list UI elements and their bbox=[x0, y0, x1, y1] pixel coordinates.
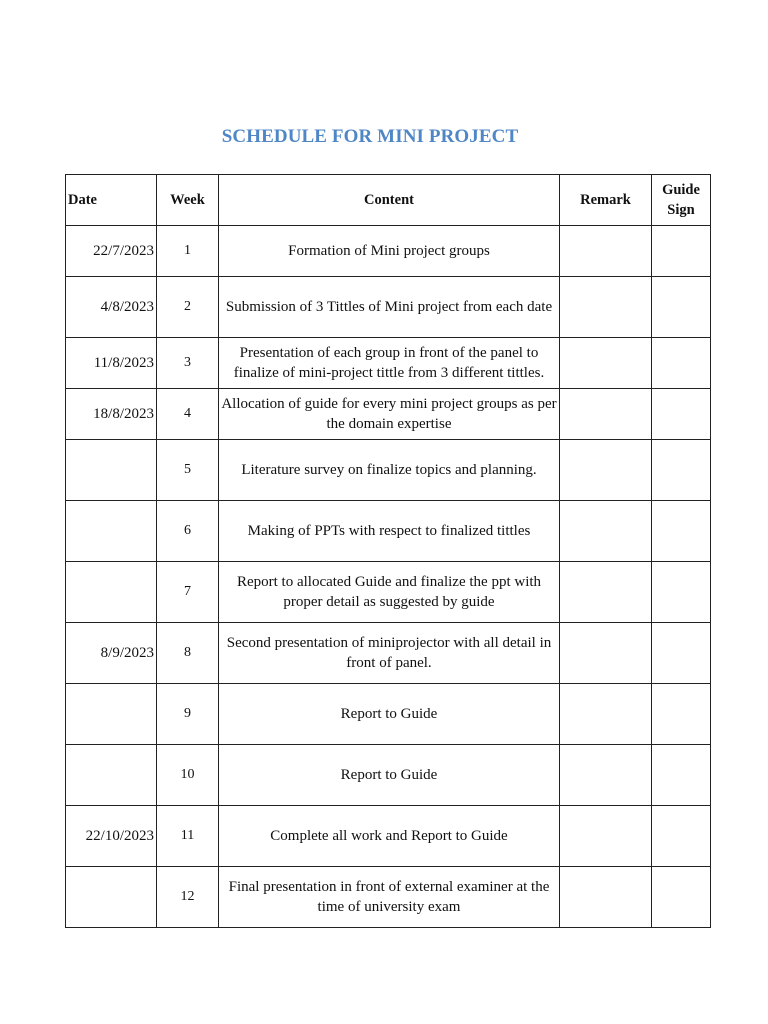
guide-sign-line1: Guide bbox=[662, 182, 700, 198]
content-cell: Making of PPTs with respect to finalized tittles bbox=[219, 501, 560, 562]
remark-cell bbox=[560, 226, 652, 277]
date-cell bbox=[66, 684, 157, 745]
remark-cell bbox=[560, 277, 652, 338]
content-cell: Report to Guide bbox=[219, 745, 560, 806]
content-cell: Literature survey on finalize topics and planning. bbox=[219, 440, 560, 501]
table-header-row bbox=[66, 175, 711, 226]
week-cell: 6 bbox=[157, 501, 219, 562]
guide-sign-cell bbox=[652, 338, 711, 389]
remark-cell bbox=[560, 440, 652, 501]
guide-sign-cell bbox=[652, 867, 711, 928]
remark-cell bbox=[560, 867, 652, 928]
date-cell: 18/8/2023 bbox=[66, 389, 157, 440]
column-header-date: Date bbox=[66, 175, 157, 226]
week-cell: 11 bbox=[157, 806, 219, 867]
week-cell: 7 bbox=[157, 562, 219, 623]
content-cell: Report to allocated Guide and finalize the ppt with proper detail as suggested by guide bbox=[219, 562, 560, 623]
table-row bbox=[66, 623, 711, 684]
guide-sign-cell bbox=[652, 389, 711, 440]
date-cell: 22/7/2023 bbox=[66, 226, 157, 277]
remark-cell bbox=[560, 501, 652, 562]
week-cell: 5 bbox=[157, 440, 219, 501]
page-title: SCHEDULE FOR MINI PROJECT bbox=[221, 126, 519, 147]
guide-sign-cell bbox=[652, 623, 711, 684]
table-row bbox=[66, 562, 711, 623]
table-row bbox=[66, 440, 711, 501]
guide-sign-cell bbox=[652, 226, 711, 277]
guide-sign-cell bbox=[652, 562, 711, 623]
remark-cell bbox=[560, 684, 652, 745]
table-row bbox=[66, 684, 711, 745]
column-header-content: Content bbox=[219, 175, 560, 226]
week-cell: 3 bbox=[157, 338, 219, 389]
guide-sign-cell bbox=[652, 440, 711, 501]
content-cell: Second presentation of miniprojector with all detail in front of panel. bbox=[219, 623, 560, 684]
table-row bbox=[66, 277, 711, 338]
column-header-week: Week bbox=[157, 175, 219, 226]
content-cell: Report to Guide bbox=[219, 684, 560, 745]
week-cell: 10 bbox=[157, 745, 219, 806]
content-cell: Final presentation in front of external examiner at the time of university exam bbox=[219, 867, 560, 928]
week-cell: 8 bbox=[157, 623, 219, 684]
date-cell bbox=[66, 745, 157, 806]
date-cell bbox=[66, 440, 157, 501]
week-cell: 2 bbox=[157, 277, 219, 338]
content-cell: Submission of 3 Tittles of Mini project from each date bbox=[219, 277, 560, 338]
content-cell: Presentation of each group in front of the panel to finalize of mini-project tittle from 3 different tittles. bbox=[219, 338, 560, 389]
date-cell: 8/9/2023 bbox=[66, 623, 157, 684]
remark-cell bbox=[560, 338, 652, 389]
remark-cell bbox=[560, 623, 652, 684]
date-cell: 4/8/2023 bbox=[66, 277, 157, 338]
guide-sign-cell bbox=[652, 277, 711, 338]
guide-sign-cell bbox=[652, 501, 711, 562]
table-row bbox=[66, 389, 711, 440]
remark-cell bbox=[560, 562, 652, 623]
table-row bbox=[66, 338, 711, 389]
content-cell: Allocation of guide for every mini project groups as per the domain expertise bbox=[219, 389, 560, 440]
table-row bbox=[66, 867, 711, 928]
guide-sign-line2: Sign bbox=[667, 202, 695, 218]
date-cell bbox=[66, 501, 157, 562]
guide-sign-cell bbox=[652, 684, 711, 745]
date-cell: 11/8/2023 bbox=[66, 338, 157, 389]
table-row bbox=[66, 806, 711, 867]
guide-sign-cell bbox=[652, 806, 711, 867]
table-row bbox=[66, 745, 711, 806]
content-cell: Complete all work and Report to Guide bbox=[219, 806, 560, 867]
column-header-remark: Remark bbox=[560, 175, 652, 226]
week-cell: 1 bbox=[157, 226, 219, 277]
week-cell: 12 bbox=[157, 867, 219, 928]
week-cell: 4 bbox=[157, 389, 219, 440]
remark-cell bbox=[560, 806, 652, 867]
date-cell: 22/10/2023 bbox=[66, 806, 157, 867]
week-cell: 9 bbox=[157, 684, 219, 745]
table-row bbox=[66, 226, 711, 277]
date-cell bbox=[66, 562, 157, 623]
remark-cell bbox=[560, 389, 652, 440]
schedule-table bbox=[65, 174, 711, 928]
guide-sign-cell bbox=[652, 745, 711, 806]
remark-cell bbox=[560, 745, 652, 806]
content-cell: Formation of Mini project groups bbox=[219, 226, 560, 277]
table-row bbox=[66, 501, 711, 562]
date-cell bbox=[66, 867, 157, 928]
column-header-guide-sign bbox=[652, 175, 711, 226]
